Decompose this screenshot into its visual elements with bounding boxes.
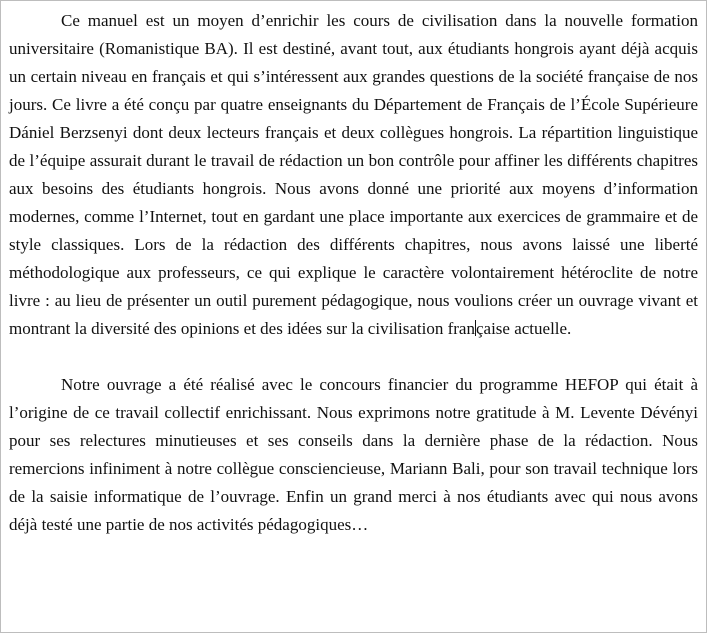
paragraph-acknowledgements-text: Notre ouvrage a été réalisé avec le concours financier du programme HEFOP qui était à l’origine de ce travail collectif enrichissant. Nous exprimons notre gratitude à M. Levente Dévényi pour ses relectures minutieuses et ses conseils dans la dernière phase de la rédaction. Nous remercions infiniment à notre collègue consciencieuse, Mariann Bali, pour son travail technique lors de la saisie informatique de l’ouvrage. Enfin un grand merci à nos étudiants avec qui nous avons déjà testé une partie de nos activités pédagogiques…: [9, 375, 698, 534]
paragraph-introduction: [9, 7, 698, 343]
paragraph-acknowledgements: [9, 371, 698, 539]
paragraph-introduction-ending: çaise actuelle.: [475, 319, 572, 338]
paragraph-introduction-text: Ce manuel est un moyen d’enrichir les cours de civilisation dans la nouvelle formation universitaire (Romanistique BA). Il est destiné, avant tout, aux étudiants hongrois ayant déjà acquis un certain niveau en français et qui s’intéressent aux grandes questions de la société française de nos jours. Ce livre a été conçu par quatre enseignants du Département de Français de l’École Supérieure Dániel Berzsenyi dont deux lecteurs français et deux collègues hongrois. La répartition linguistique de l’équipe assurait durant le travail de rédaction un bon contrôle pour affiner les différents chapitres aux besoins des étudiants hongrois. Nous avons donné une priorité aux moyens d’information modernes, comme l’Internet, tout en gardant une place importante aux exercices de grammaire et de style classiques. Lors de la rédaction des différents chapitres, nous avons laissé une liberté méthodologique aux professeurs, ce qui explique le caractère volontairement hétéroclite de notre livre : au lieu de présenter un outil purement pédagogique, nous voulions créer un ouvrage vivant et montrant la diversité des opinions et des idées sur la civilisation fran: [9, 11, 698, 338]
